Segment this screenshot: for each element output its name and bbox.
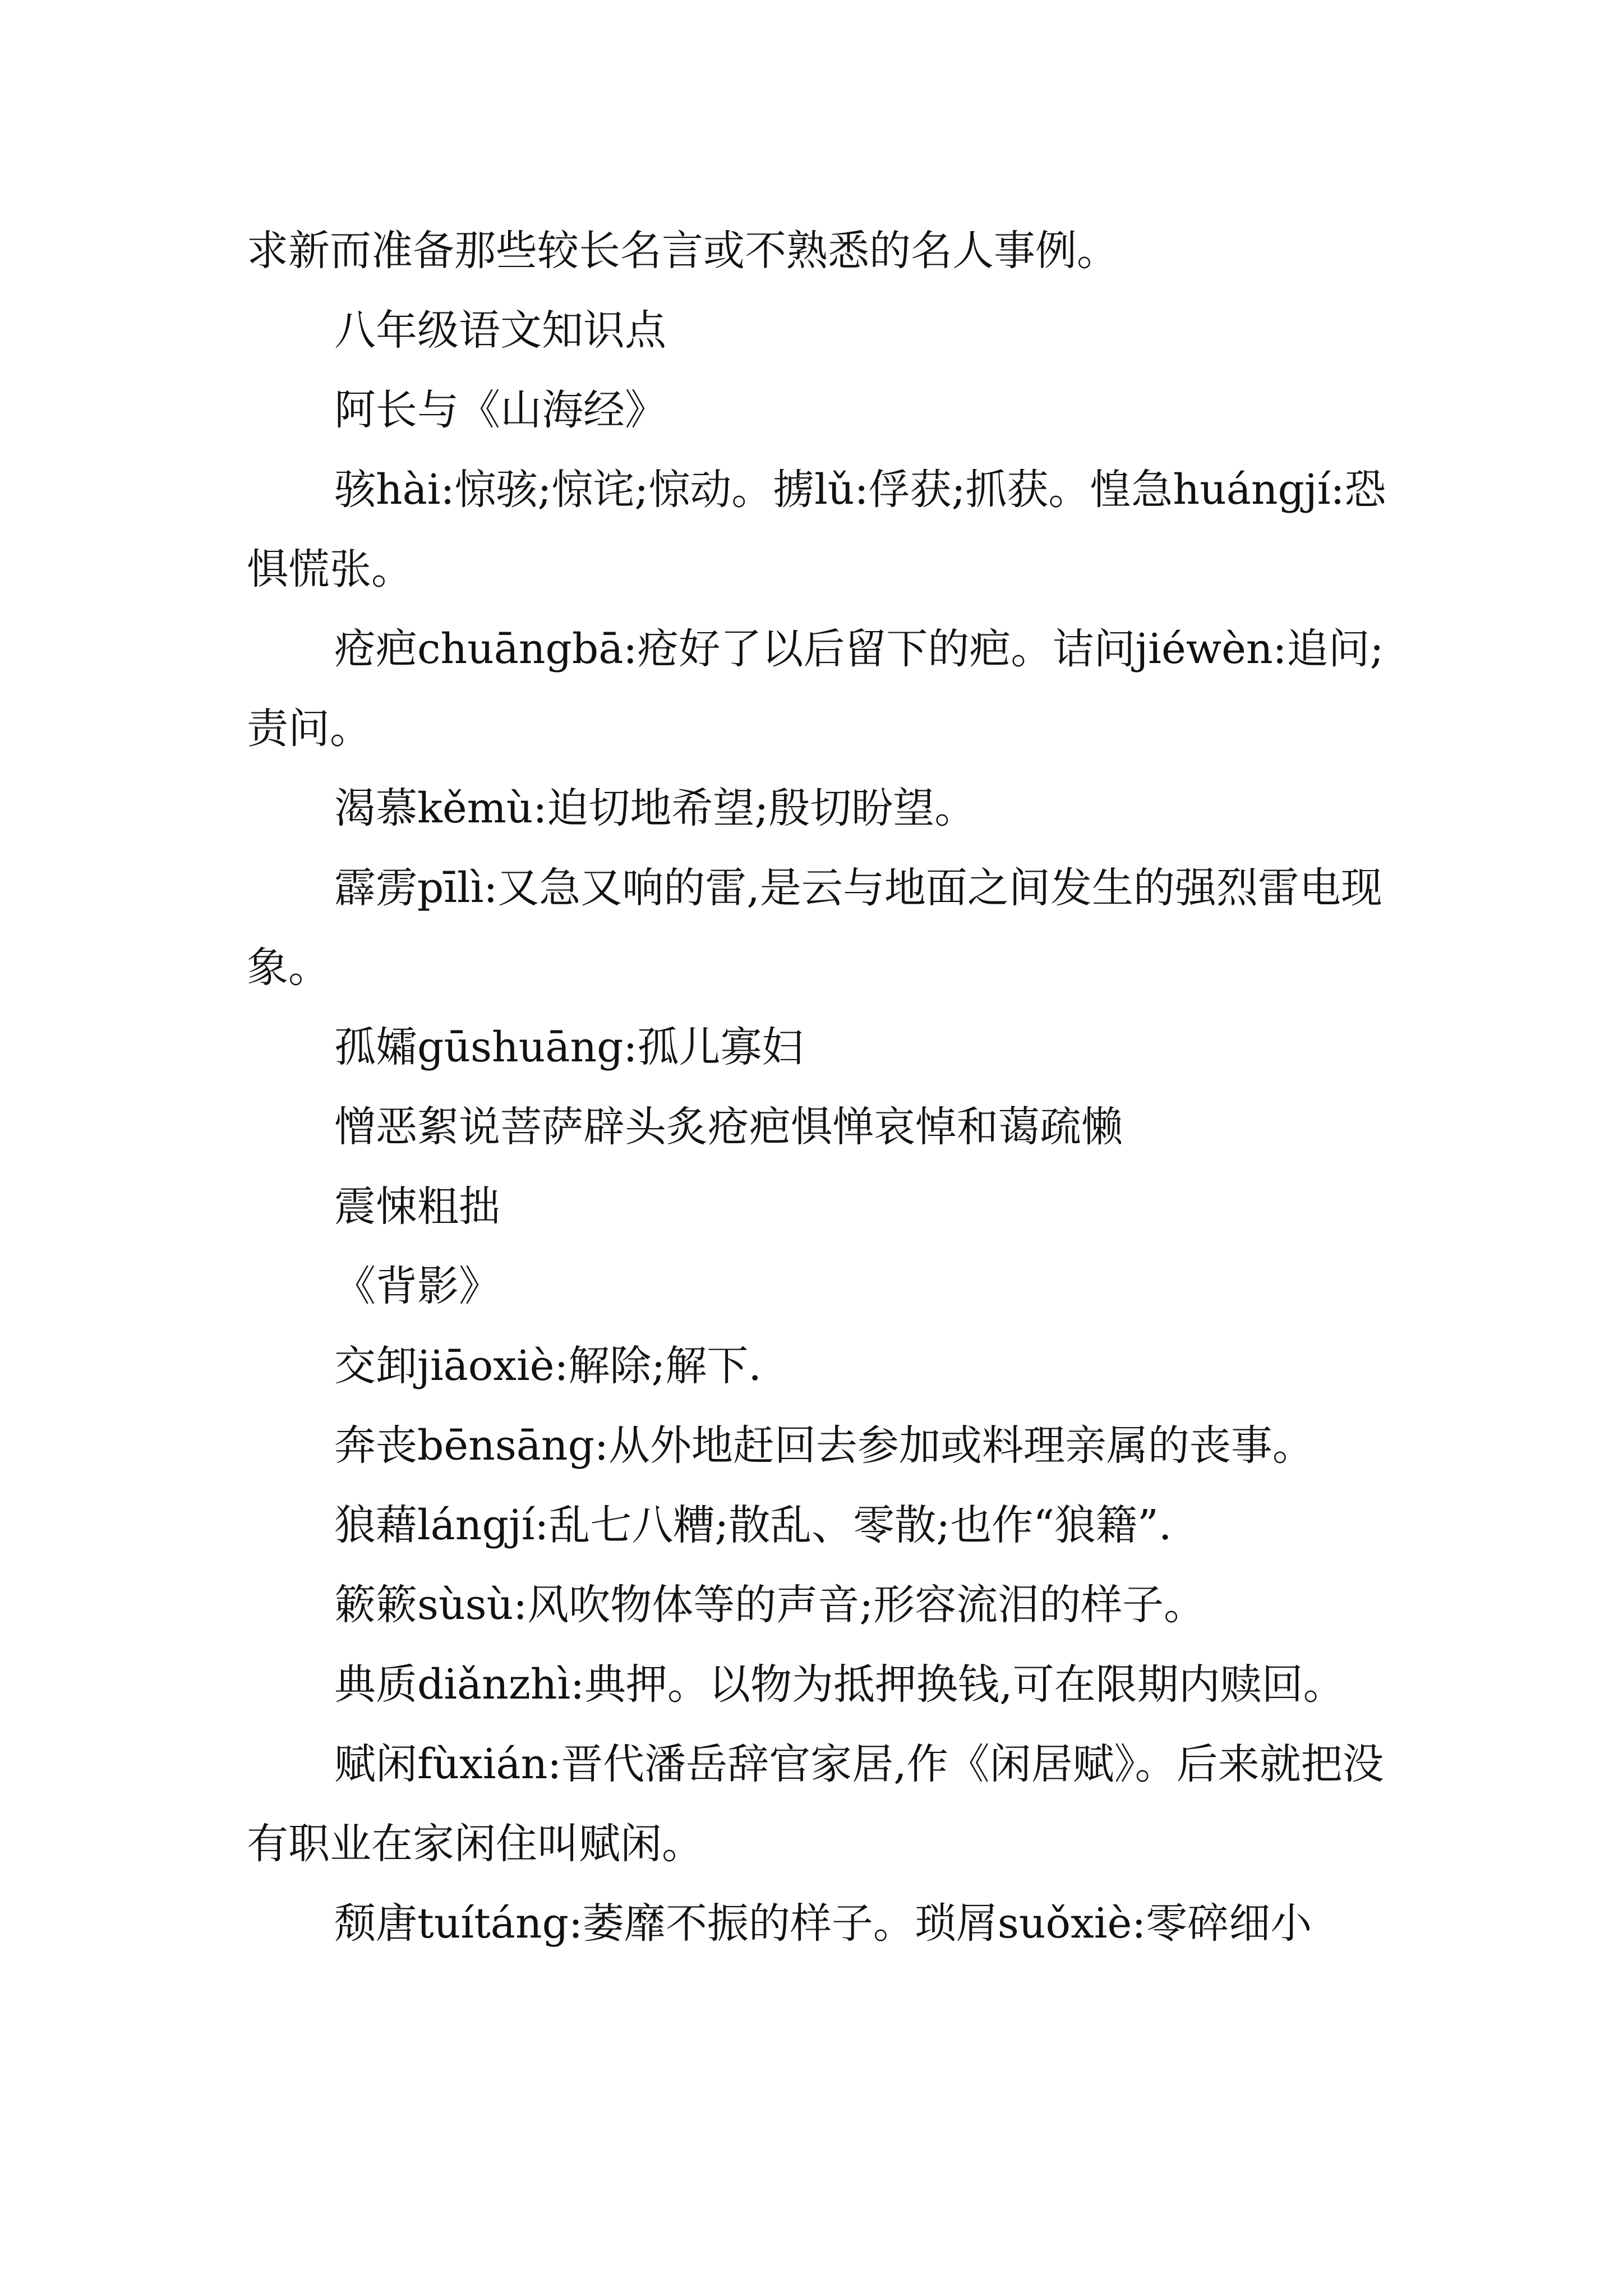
vocab-paragraph: 典质diǎnzhì:典押。以物为抵押换钱,可在限期内赎回。 xyxy=(334,1660,1345,1709)
section-heading-grade8-knowledge: 八年级语文知识点 xyxy=(334,306,666,355)
paragraph-continuation: 求新而准备那些较长名言或不熟悉的名人事例。 xyxy=(247,227,1118,275)
vocab-paragraph: 狼藉lángjí:乱七八糟;散乱、零散;也作“狼籍”. xyxy=(334,1501,1172,1549)
lesson-title-a-chang: 阿长与《山海经》 xyxy=(334,386,666,434)
document-body xyxy=(247,211,1399,1963)
vocab-paragraph: 骇hài:惊骇;惊诧;惊动。掳lǔ:俘获;抓获。惶急huángjí:恐惧慌张。 xyxy=(247,466,1386,593)
vocab-paragraph: 孤孀gūshuāng:孤儿寡妇 xyxy=(334,1023,804,1071)
word-list: 憎恶絮说菩萨辟头炙疮疤惧惮哀悼和蔼疏懒 xyxy=(334,1103,1123,1151)
word-list: 震悚粗拙 xyxy=(334,1182,500,1231)
vocab-paragraph: 交卸jiāoxiè:解除;解下. xyxy=(334,1342,762,1390)
vocab-paragraph: 颓唐tuítáng:萎靡不振的样子。琐屑suǒxiè:零碎细小 xyxy=(334,1899,1312,1948)
vocab-paragraph: 疮疤chuāngbā:疮好了以后留下的疤。诘问jiéwèn:追问;责问。 xyxy=(247,625,1384,753)
vocab-paragraph: 赋闲fùxián:晋代潘岳辞官家居,作《闲居赋》。后来就把没有职业在家闲住叫赋闲。 xyxy=(247,1740,1384,1868)
vocab-paragraph: 渴慕kěmù:迫切地希望;殷切盼望。 xyxy=(334,784,976,832)
vocab-paragraph: 簌簌sùsù:风吹物体等的声音;形容流泪的样子。 xyxy=(334,1581,1206,1629)
vocab-paragraph: 霹雳pīlì:又急又响的雷,是云与地面之间发生的强烈雷电现象。 xyxy=(247,864,1382,992)
vocab-paragraph: 奔丧bēnsāng:从外地赶回去参加或料理亲属的丧事。 xyxy=(334,1421,1314,1470)
lesson-title-bei-ying: 《背影》 xyxy=(334,1262,500,1310)
